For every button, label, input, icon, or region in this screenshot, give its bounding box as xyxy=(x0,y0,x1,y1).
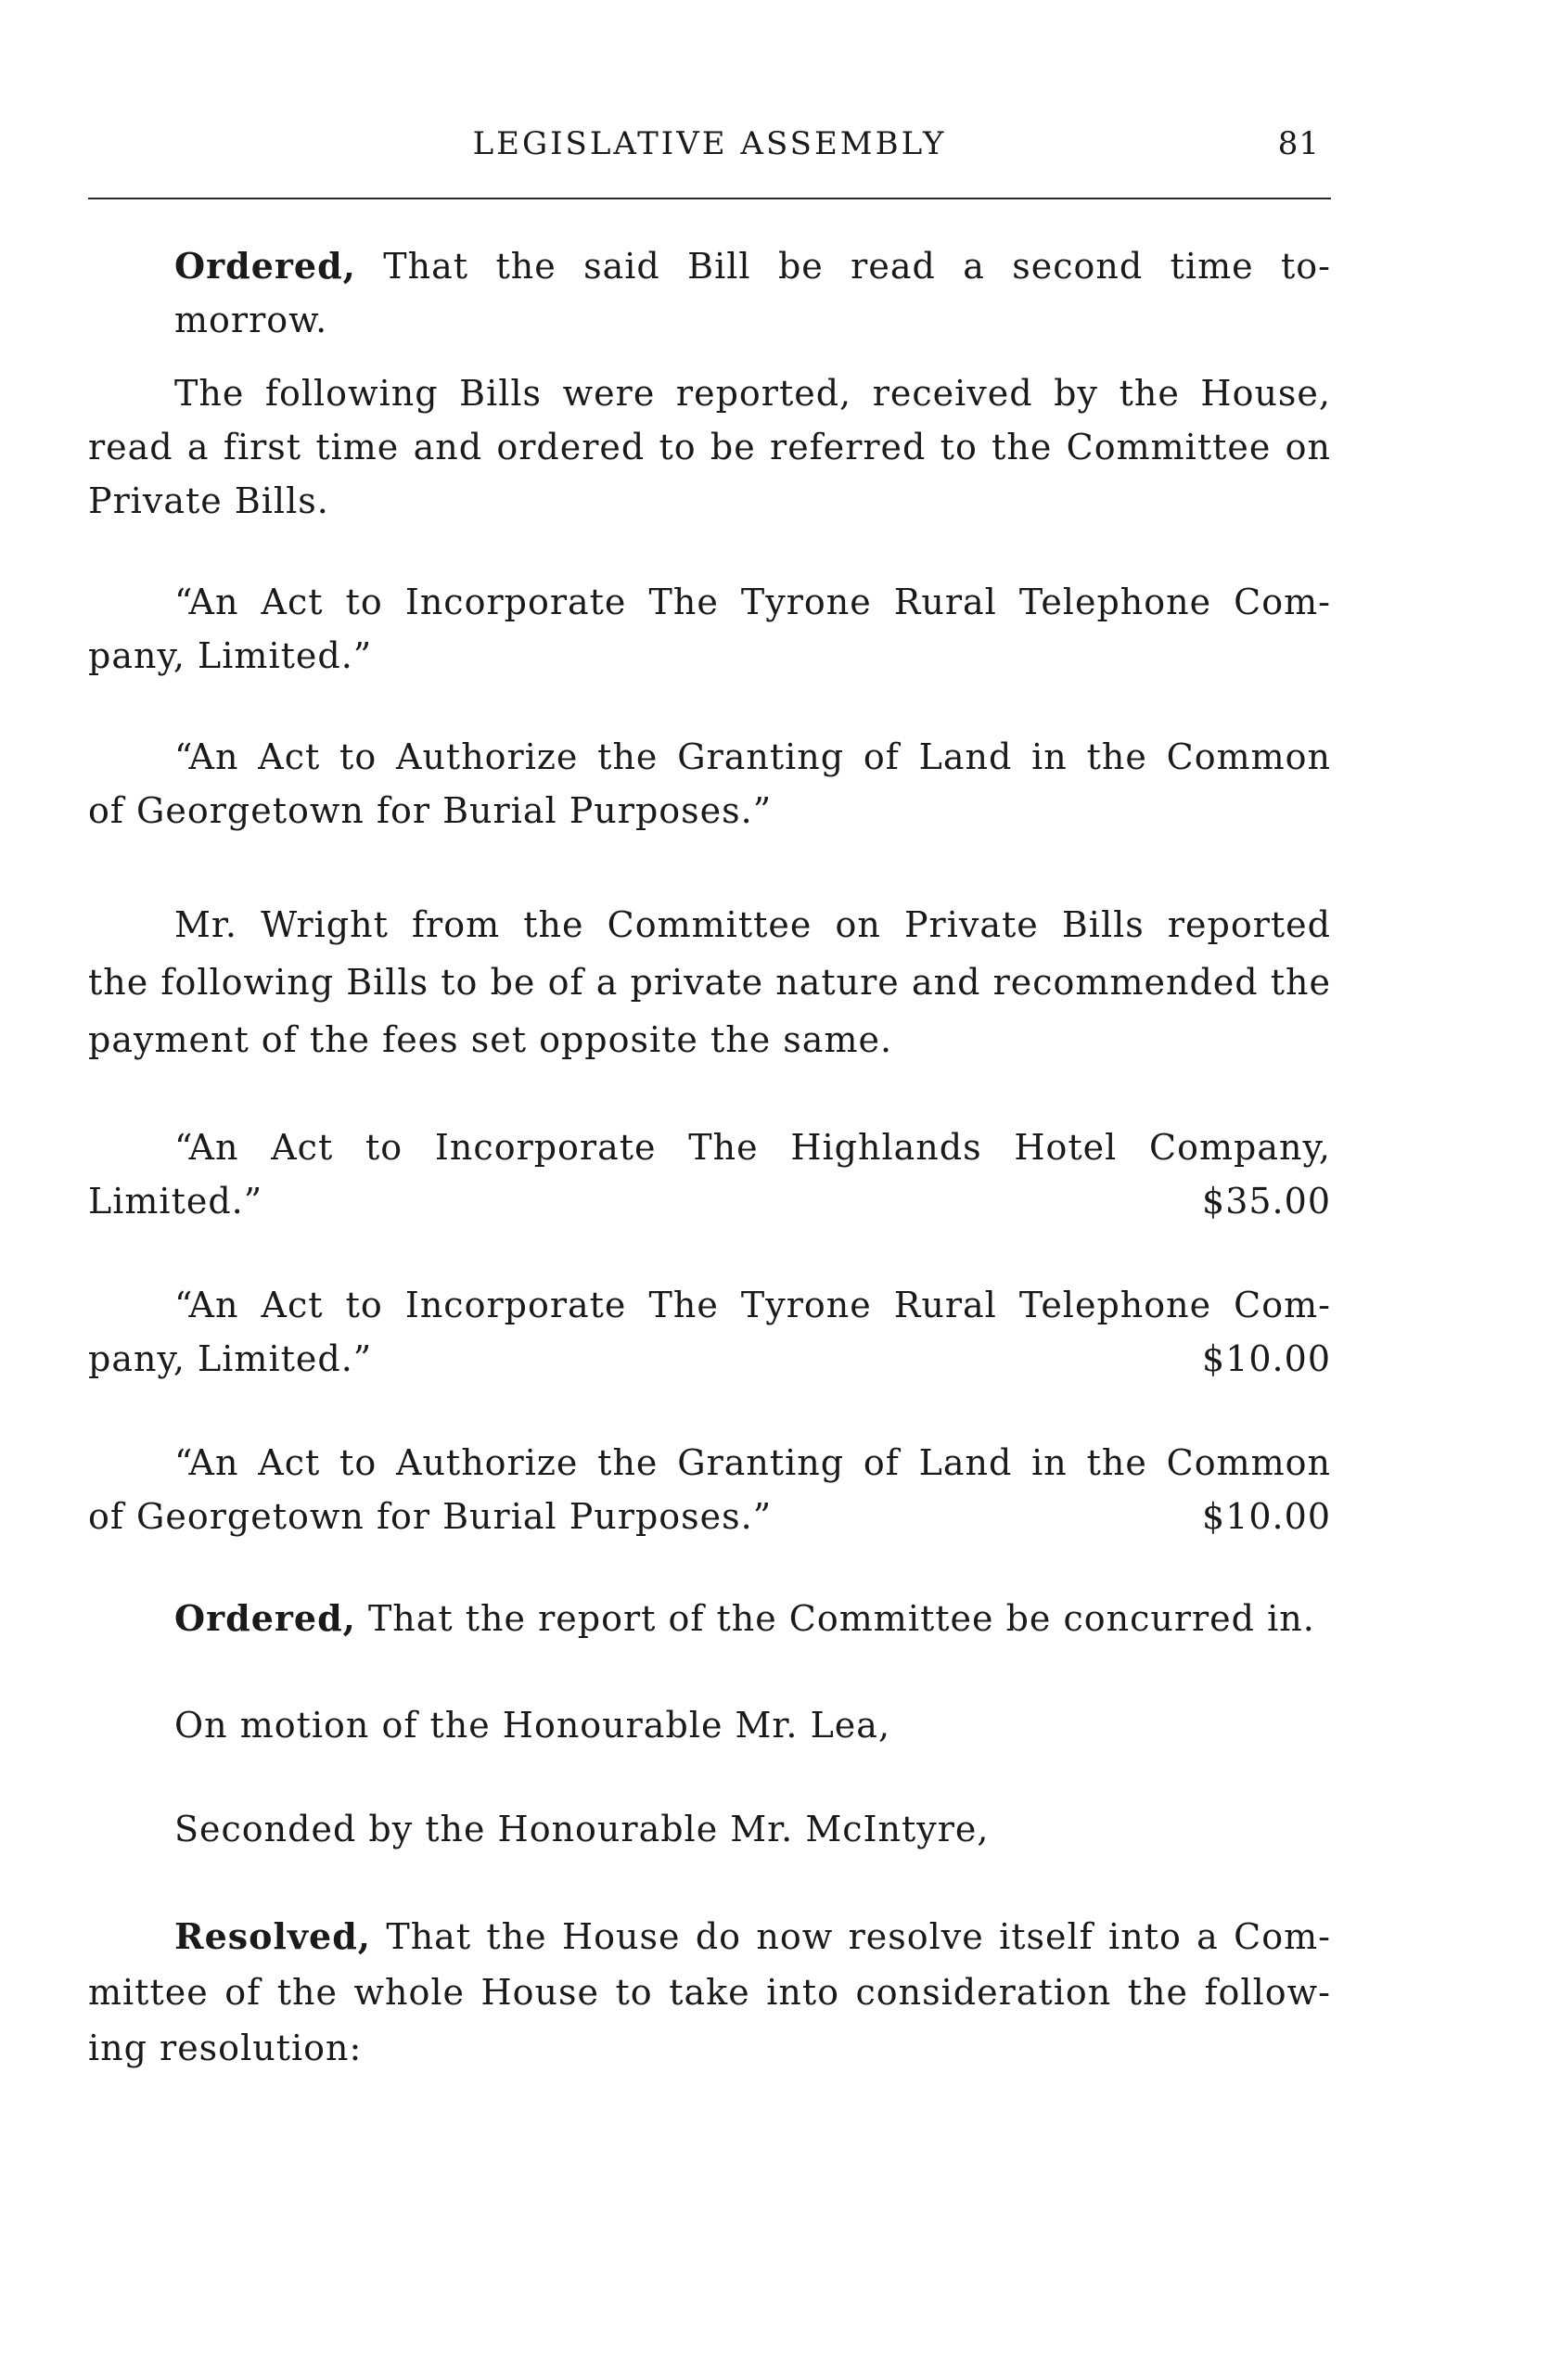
paragraph-seconded xyxy=(88,1802,1331,1856)
paragraph-ordered-second-reading xyxy=(88,239,1331,347)
paragraph-on-motion xyxy=(88,1698,1331,1752)
paragraph-line: “An Act to Incorporate The Tyrone Rural Telephone Com- xyxy=(174,1285,1331,1325)
paragraph-act-georgetown xyxy=(88,730,1331,838)
paragraph-line: Limited.” xyxy=(88,1181,263,1222)
paragraph-fee-highlands xyxy=(88,1120,1331,1228)
paragraph-fee-tyrone xyxy=(88,1278,1331,1386)
paragraph-line: Seconded by the Honourable Mr. McIntyre, xyxy=(174,1809,990,1849)
fee-amount: $10.00 xyxy=(1202,1496,1331,1537)
paragraph-line: pany, Limited.” xyxy=(88,1338,373,1379)
paragraph-line: read a first time and ordered to be referred to the Committee on xyxy=(88,427,1331,467)
resolved-keyword: Resolved, xyxy=(174,1915,371,1957)
paragraph-text: That the report of the Committee be concurred in. xyxy=(355,1598,1315,1639)
paragraph-ordered-concurred xyxy=(88,1592,1331,1645)
paragraph-wright-report xyxy=(88,896,1331,1068)
paragraph-line: On motion of the Honourable Mr. Lea, xyxy=(174,1705,891,1746)
paragraph-line: “An Act to Authorize the Granting of Land in the Common xyxy=(174,1442,1331,1483)
paragraph-resolved xyxy=(88,1909,1331,2076)
page-number: 81 xyxy=(1277,125,1320,162)
paragraph-line: ing resolution: xyxy=(88,2028,363,2068)
paragraph-line: Mr. Wright from the Committee on Private Bills reported xyxy=(174,904,1331,945)
paragraph-line: “An Act to Incorporate The Highlands Hotel Company, xyxy=(174,1127,1331,1168)
paragraph-line xyxy=(88,1909,1331,1964)
document-page xyxy=(88,0,1331,2380)
fee-row xyxy=(88,1490,1331,1543)
paragraph-line: “An Act to Authorize the Granting of Land in the Common xyxy=(174,736,1331,777)
paragraph-line: mittee of the whole House to take into consideration the follow- xyxy=(88,1972,1331,2013)
fee-row xyxy=(88,1332,1331,1386)
paragraph-line: the following Bills to be of a private nature and recommended the xyxy=(88,962,1331,1003)
page-header xyxy=(88,125,1331,172)
ordered-keyword: Ordered, xyxy=(174,1597,356,1639)
paragraph-line: payment of the fees set opposite the same. xyxy=(88,1019,893,1060)
paragraph-line: The following Bills were reported, received by the House, xyxy=(174,373,1331,414)
running-title: LEGISLATIVE ASSEMBLY xyxy=(472,125,947,162)
paragraph-bills-reported xyxy=(88,366,1331,528)
paragraph-line: Private Bills. xyxy=(88,480,329,521)
paragraph-text: That the House do now resolve itself into a Com- xyxy=(371,1916,1331,1957)
paragraph-act-tyrone xyxy=(88,575,1331,683)
header-rule xyxy=(88,198,1331,199)
paragraph-line xyxy=(88,239,1331,347)
fee-row xyxy=(88,1174,1331,1228)
paragraph-line: of Georgetown for Burial Purposes.” xyxy=(88,790,773,831)
paragraph-line xyxy=(88,1592,1331,1645)
fee-amount: $35.00 xyxy=(1202,1181,1331,1222)
ordered-keyword: Ordered, xyxy=(174,245,356,287)
paragraph-text: That the said Bill be read a second time to-morrow. xyxy=(174,246,1331,340)
paragraph-line: of Georgetown for Burial Purposes.” xyxy=(88,1496,773,1537)
paragraph-fee-georgetown xyxy=(88,1436,1331,1543)
paragraph-line: “An Act to Incorporate The Tyrone Rural Telephone Com- xyxy=(174,582,1331,622)
paragraph-line: pany, Limited.” xyxy=(88,635,373,676)
fee-amount: $10.00 xyxy=(1202,1338,1331,1379)
